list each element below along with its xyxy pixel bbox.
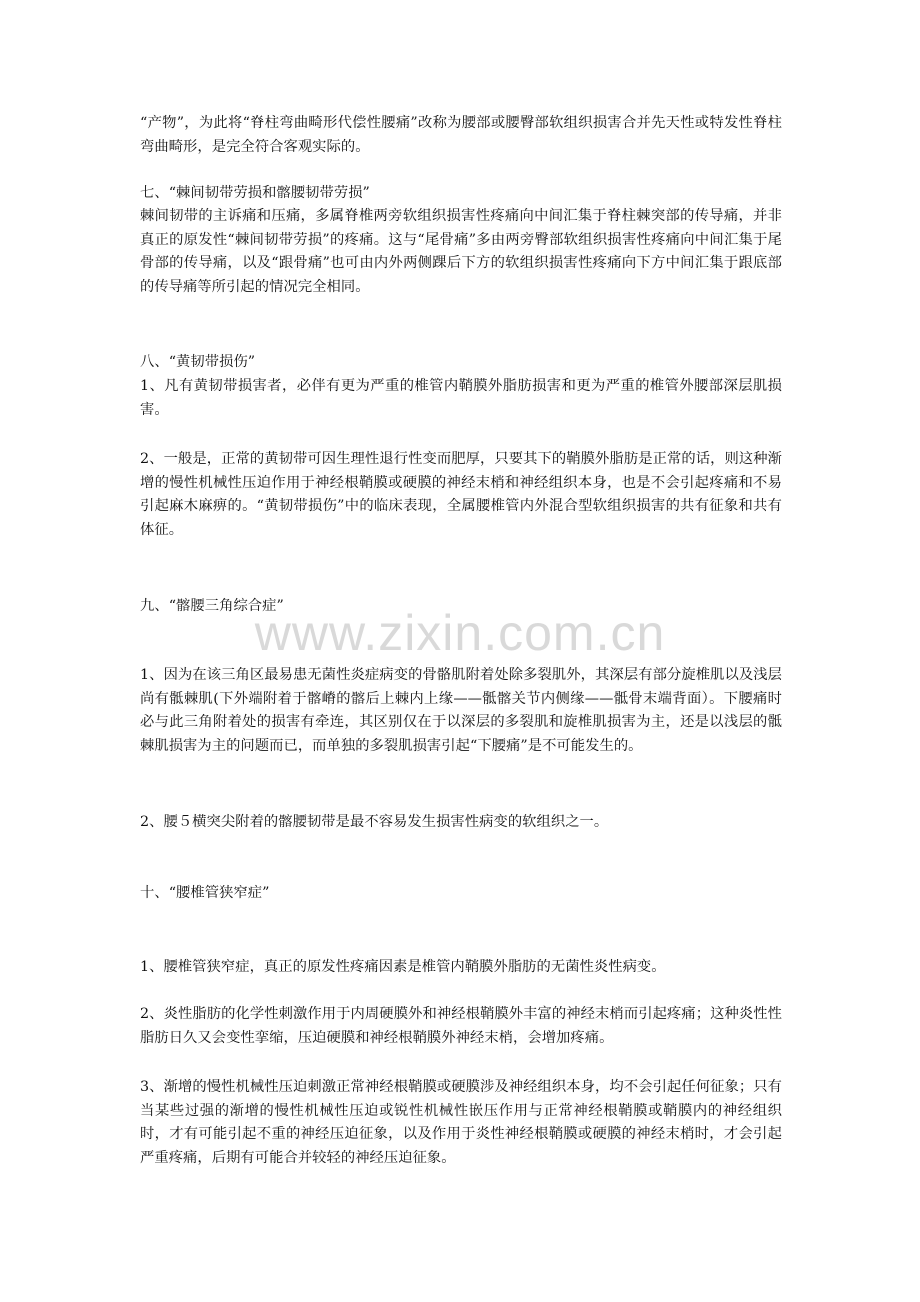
watermark: www.zixin.com.cn xyxy=(254,605,666,661)
paragraph-8-1: 1、凡有黄韧带损害者，必伴有更为严重的椎管内鞘膜外脂肪损害和更为严重的椎管外腰部深层肌损害。 xyxy=(140,378,782,418)
paragraph-9-2: 2、腰５横突尖附着的髂腰韧带是最不容易发生损害性病变的软组织之一。 xyxy=(140,814,609,830)
section-heading-7: 七、“棘间韧带劳损和髂腰韧带劳损” xyxy=(140,185,370,201)
paragraph-intro: “产物”，为此将“脊柱弯曲畸形代偿性腰痛”改称为腰部或腰臀部软组织损害合并先天性或特发性脊柱弯曲畸形，是完全符合客观实际的。 xyxy=(140,115,782,155)
paragraph-7-body: 棘间韧带的主诉痛和压痛，多属脊椎两旁软组织损害性疼痛向中间汇集于脊柱棘突部的传导痛，并非真正的原发性“棘间韧带劳损”的疼痛。这与“尾骨痛”多由两旁臀部软组织损害性疼痛向中间汇集于尾骨部的传导痛，以及“跟骨痛”也可由内外两侧踝后下方的软组织损害性疼痛向下方中间汇集于跟底部的传导痛等所引起的情况完全相同。 xyxy=(140,208,782,295)
paragraph-8-2: 2、一般是，正常的黄韧带可因生理性退行性变而肥厚，只要其下的鞘膜外脂肪是正常的话，则这种渐增的慢性机械性压迫作用于神经根鞘膜或硬膜的神经末梢和神经组织本身，也是不会引起疼痛和不易引起麻木麻痹的。“黄韧带损伤”中的临床表现，全属腰椎管内外混合型软组织损害的共有征象和共有体征。 xyxy=(140,451,782,538)
paragraph-10-1: 1、腰椎管狭窄症，真正的原发性疼痛因素是椎管内鞘膜外脂肪的无菌性炎性病变。 xyxy=(140,959,666,975)
section-heading-9: 九、“髂腰三角综合症” xyxy=(140,598,284,614)
section-heading-10: 十、“腰椎管狭窄症” xyxy=(140,885,270,901)
paragraph-10-3: 3、渐增的慢性机械性压迫刺激正常神经根鞘膜或硬膜涉及神经组织本身，均不会引起任何征象；只有当某些过强的渐增的慢性机械性压迫或锐性机械性嵌压作用与正常神经根鞘膜或鞘膜内的神经组织时，才有可能引起不重的神经压迫征象，以及作用于炎性神经根鞘膜或硬膜的神经末梢时，才会引起严重疼痛，后期有可能合并较轻的神经压迫征象。 xyxy=(140,1079,782,1166)
paragraph-10-2: 2、炎性脂肪的化学性刺激作用于内周硬膜外和神经根鞘膜外丰富的神经末梢而引起疼痛；这种炎性性脂肪日久又会变性挛缩，压迫硬膜和神经根鞘膜外神经末梢，会增加疼痛。 xyxy=(140,1006,782,1046)
paragraph-9-1: 1、因为在该三角区最易患无菌性炎症病变的骨骼肌附着处除多裂肌外，其深层有部分旋椎肌以及浅层尚有骶棘肌(下外端附着于髂嵴的髂后上棘内上缘——骶髂关节内侧缘——骶骨末端背面）。下腰痛时必与此三角附着处的损害有牵连，其区别仅在于以深层的多裂肌和旋椎肌损害为主，还是以浅层的骶棘肌损害为主的问题而已，而单独的多裂肌损害引起“下腰痛”是不可能发生的。 xyxy=(140,667,782,754)
section-heading-8: 八、“黄韧带损伤” xyxy=(140,354,256,370)
